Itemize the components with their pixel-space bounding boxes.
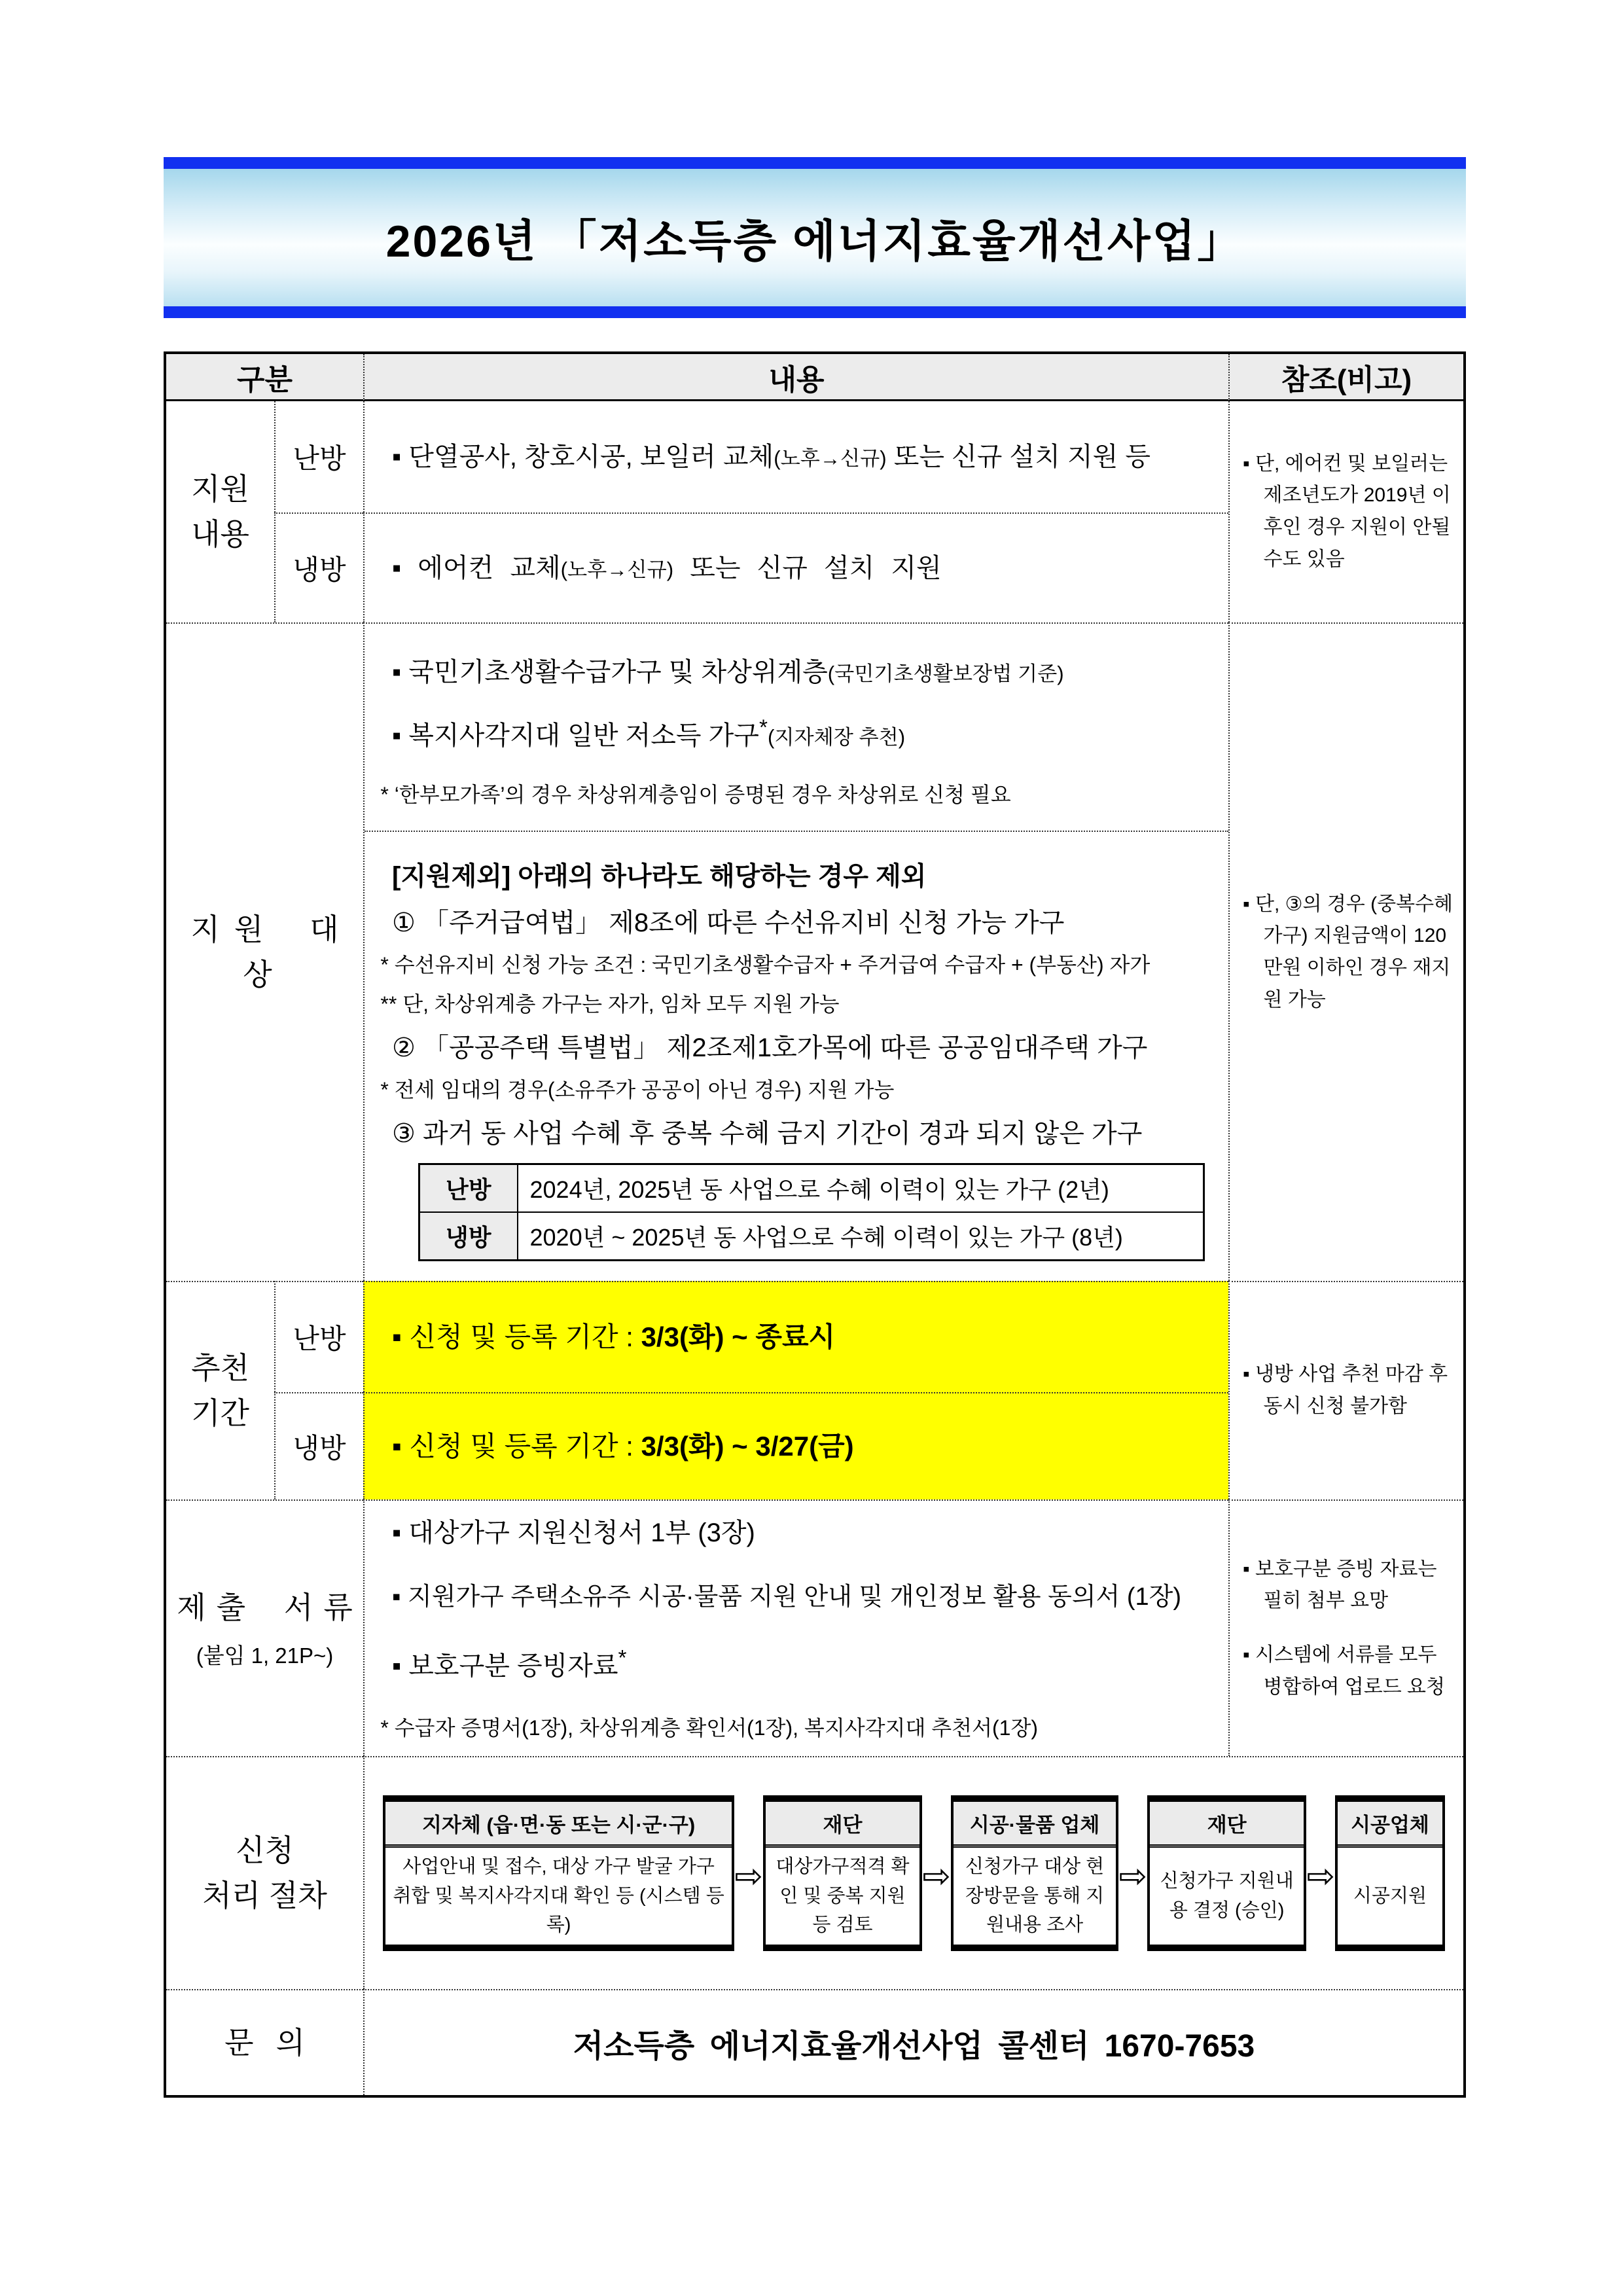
exclusion-item-3: ③ 과거 동 사업 수혜 후 중복 수혜 금지 기간이 경과 되지 않은 가구 xyxy=(392,1119,1143,1148)
exclusion-item-2-note-1: * 전세 임대의 경우(소유주가 공공이 아닌 경우) 지원 가능 xyxy=(380,1078,895,1102)
history-cooling-text: 2020년 ~ 2025년 동 사업으로 수혜 이력이 있는 가구 (8년) xyxy=(518,1212,1204,1261)
target-eligibility-list xyxy=(365,624,1228,832)
target-exclusion-block xyxy=(365,832,1228,1281)
exclusion-item-1: ① 「주거급여법」 제8조에 따른 수선유지비 신청 가능 가구 xyxy=(392,908,1065,937)
row-label-process: 신청 처리 절차 xyxy=(166,1756,363,1989)
history-heating-text: 2024년, 2025년 동 사업으로 수혜 이력이 있는 가구 (2년) xyxy=(518,1164,1204,1213)
target-footnote: * ‘한부모가족’의 경우 차상위계층임이 증명된 경우 차상위로 신청 필요 xyxy=(380,783,1011,806)
support-cooling-content xyxy=(363,512,1228,622)
program-info-table xyxy=(164,351,1466,2098)
flow-step-foundation-review: 재단 대상가구적격 확인 및 중복 지원 등 검토 xyxy=(763,1795,922,1951)
documents-footnote: * 수급자 증명서(1장), 차상위계층 확인서(1장), 복지사각지대 추천서(1장) xyxy=(380,1715,1039,1740)
target-content xyxy=(363,622,1228,1281)
period-cooling-item: ▪ 신청 및 등록 기간 : 3/3(화) ~ 3/27(금) xyxy=(392,1430,854,1462)
row-label-support-content: 지원 내용 xyxy=(191,472,249,551)
target-item-1: ▪ 국민기초생활수급가구 및 차상위계층(국민기초생활보장법 기준) xyxy=(392,658,1064,687)
support-heating-content xyxy=(363,401,1228,512)
table-row xyxy=(419,1212,1204,1261)
table-row xyxy=(419,1164,1204,1213)
support-heating-item: ▪ 단열공사, 창호시공, 보일러 교체(노후→신규) 또는 신규 설치 지원 등 xyxy=(392,442,1150,471)
documents-reference-note: ▪ 보호구분 증빙 자료는 필히 첨부 요망 ▪ 시스템에 서류를 모두 병합하여 업로드 요청 xyxy=(1228,1499,1463,1756)
period-cooling-content xyxy=(363,1392,1228,1499)
period-heating-item: ▪ 신청 및 등록 기간 : 3/3(화) ~ 종료시 xyxy=(392,1321,836,1352)
row-label-documents: 제출 서류 (붙임 1, 21P~) xyxy=(166,1499,363,1756)
flow-step-local-government: 지자체 (읍·면·동 또는 시·군·구) 사업안내 및 접수, 대상 가구 발굴 가구 취합 및 복지사각지대 확인 등 (시스템 등록) xyxy=(383,1795,734,1951)
page-title: 2026년 「저소득층 에너지효율개선사업」 xyxy=(385,216,1244,266)
flow-step-construction-support: 시공업체 시공지원 xyxy=(1335,1795,1445,1951)
history-heating-label: 난방 xyxy=(419,1164,518,1213)
contact-callcenter-text: 저소득층 에너지효율개선사업 콜센터 1670-7653 xyxy=(363,1989,1463,2095)
documents-content xyxy=(363,1499,1228,1756)
period-heating-content xyxy=(363,1281,1228,1392)
right-arrow-icon: ⇨ xyxy=(1118,1857,1147,1895)
right-arrow-icon: ⇨ xyxy=(1306,1857,1335,1895)
header-category: 구분 xyxy=(166,354,363,401)
title-banner xyxy=(164,157,1466,318)
documents-item-3: ▪ 보호구분 증빙자료* xyxy=(392,1646,627,1681)
row-label-period: 추천 기간 xyxy=(166,1281,274,1499)
flow-step-foundation-approval: 재단 신청가구 지원내용 결정 (승인) xyxy=(1147,1795,1306,1951)
documents-item-2: ▪ 지원가구 주택소유주 시공·물품 지원 안내 및 개인정보 활용 동의서 (1장) xyxy=(392,1583,1181,1611)
documents-item-1: ▪ 대상가구 지원신청서 1부 (3장) xyxy=(392,1518,755,1548)
target-reference-note: ▪ 단, ③의 경우 (중복수혜 가구) 지원금액이 120만원 이하인 경우 재지원 가능 xyxy=(1228,622,1463,1281)
support-reference-note: ▪ 단, 에어컨 및 보일러는 제조년도가 2019년 이후인 경우 지원이 안될 수도 있음 xyxy=(1228,401,1463,622)
right-arrow-icon: ⇨ xyxy=(922,1857,951,1895)
exclusion-item-1-note-1: * 수선유지비 신청 가능 조건 : 국민기초생활수급자 + 주거급여 수급자 + (부동산) 자가 xyxy=(380,953,1150,977)
target-item-2: ▪ 복지사각지대 일반 저소득 가구*(지자체장 추천) xyxy=(392,715,906,750)
sublabel-period-heating: 난방 xyxy=(274,1281,363,1392)
flow-step-contractor-survey: 시공·물품 업체 신청가구 대상 현장방문을 통해 지원내용 조사 xyxy=(951,1795,1119,1951)
period-reference-note: ▪ 냉방 사업 추천 마감 후 동시 신청 불가함 xyxy=(1228,1281,1463,1499)
sublabel-heating: 난방 xyxy=(274,401,363,512)
header-content: 내용 xyxy=(363,354,1228,401)
exclusion-item-2: ② 「공공주택 특별법」 제2조제1호가목에 따른 공공임대주택 가구 xyxy=(392,1033,1148,1062)
sublabel-cooling: 냉방 xyxy=(274,512,363,622)
header-reference: 참조(비고) xyxy=(1228,354,1463,401)
exclusion-title: [지원제외] 아래의 하나라도 해당하는 경우 제외 xyxy=(392,862,927,891)
banner-top-bar xyxy=(164,157,1466,169)
benefit-history-table xyxy=(418,1163,1205,1261)
banner-bottom-bar xyxy=(164,306,1466,318)
right-arrow-icon: ⇨ xyxy=(734,1857,763,1895)
sublabel-period-cooling: 냉방 xyxy=(274,1392,363,1499)
history-cooling-label: 냉방 xyxy=(419,1212,518,1261)
row-label-target: 지원 대상 xyxy=(166,622,363,1281)
process-flowchart xyxy=(363,1756,1463,1989)
banner-body xyxy=(164,169,1466,306)
exclusion-item-1-note-2: ** 단, 차상위계층 가구는 자가, 임차 모두 지원 가능 xyxy=(380,992,840,1016)
support-cooling-item: ▪ 에어컨 교체(노후→신규) 또는 신규 설치 지원 xyxy=(392,554,942,583)
row-label-contact: 문의 xyxy=(166,1989,363,2095)
